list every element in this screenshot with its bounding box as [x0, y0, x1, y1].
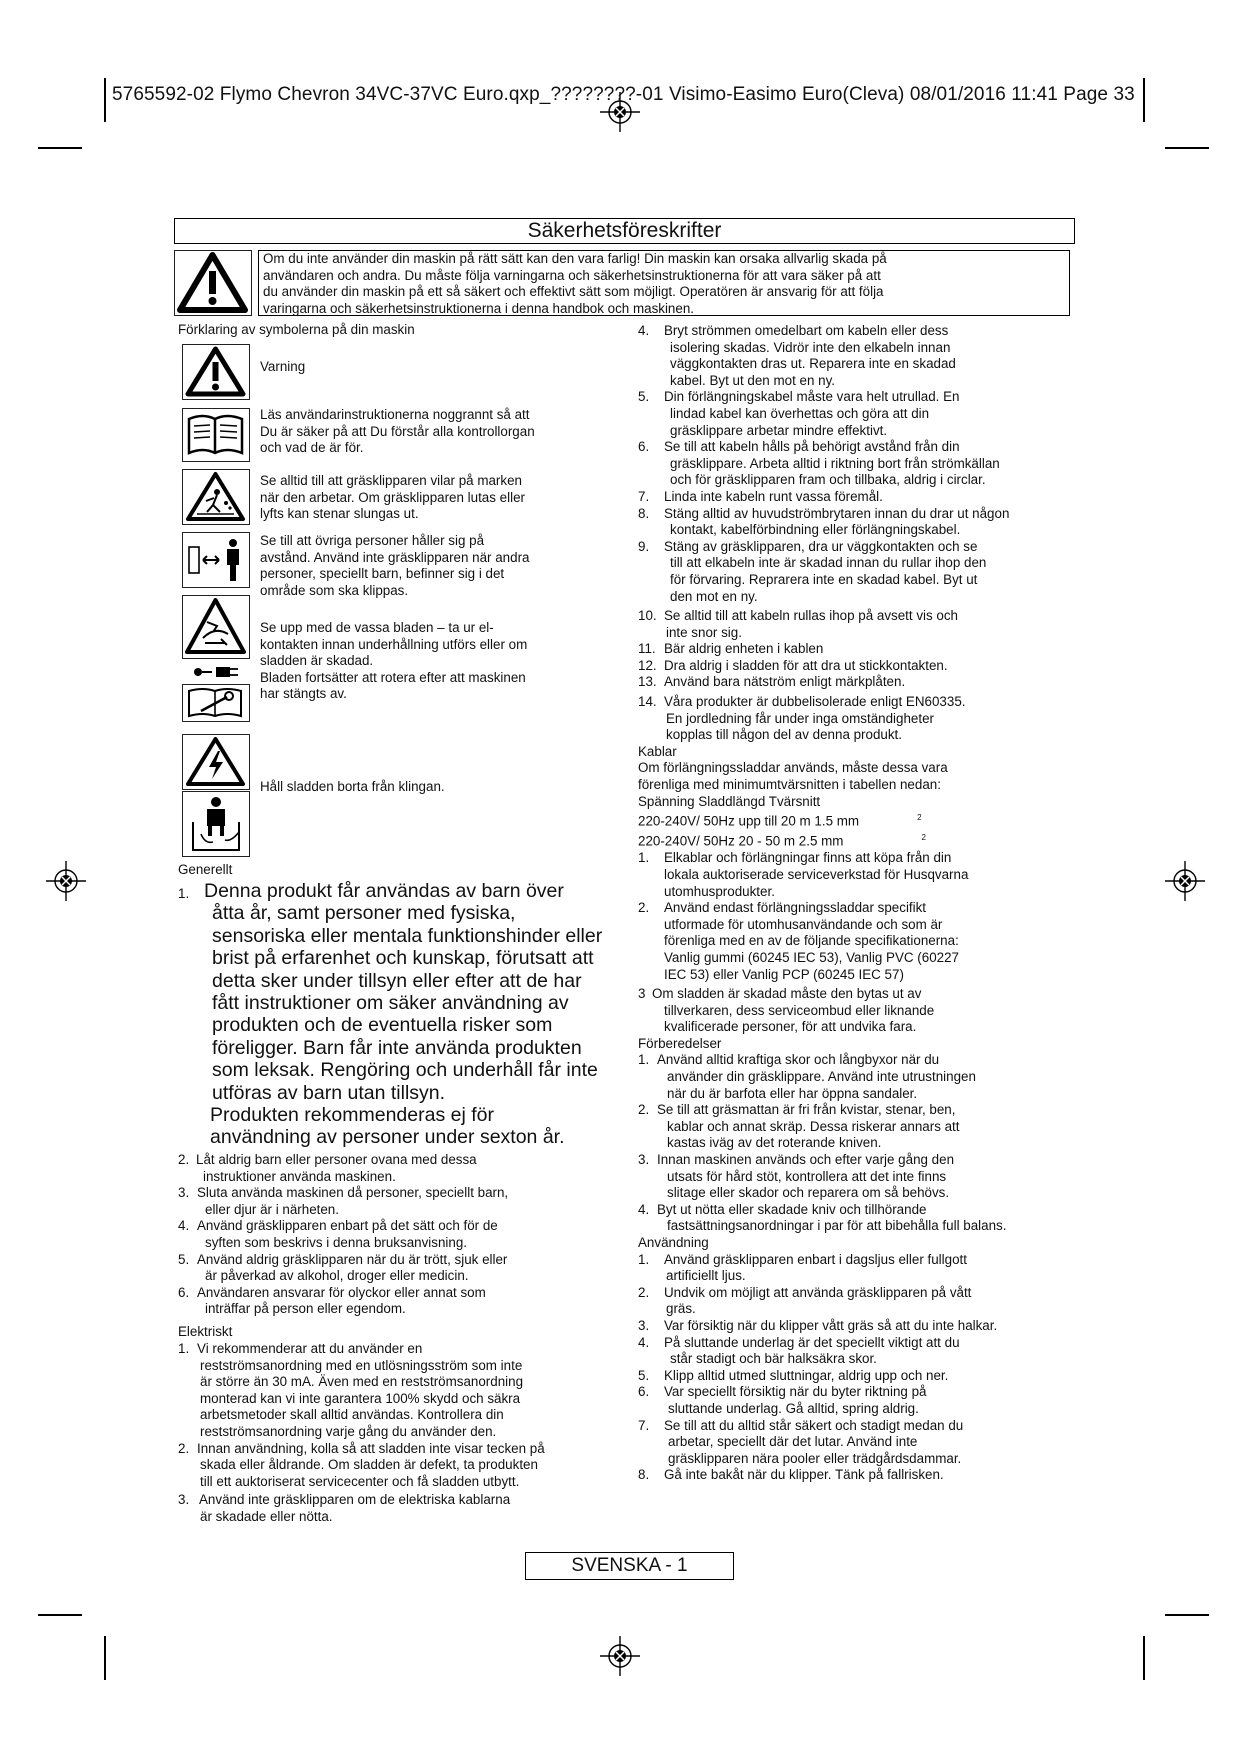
sharp-blades-icon [183, 596, 248, 657]
list-item: 3. Innan maskinen används och efter varje gång den utsats för hård stöt, kontrollera att det inte finns slitage eller skador och reparera om så behövs. [638, 1152, 955, 1201]
warning-icon-box [174, 250, 252, 316]
symbol-text: Se upp med de vassa bladen – ta ur el- kontakten innan underhållning utförs eller om sladden är skadad. Bladen fortsätter att rotera efter att maskinen har stängts av. [260, 620, 528, 702]
cable-table-row: 220-240V/ 50Hz 20 - 50 m 2.5 mm $^2$ [638, 833, 926, 849]
symbol-icon-box [182, 791, 250, 857]
section-heading-usage: Användning [638, 1235, 709, 1250]
intro-warning [258, 250, 1070, 316]
list-item: 3 Om sladden är skadad måste den bytas ut av tillverkaren, dess serviceombud eller liknande kvalificerade personer, för att undvika fara. [638, 986, 935, 1035]
crop-mark [38, 1614, 82, 1616]
list-item: 3. Använd inte gräsklipparen om de elektriska kablarna är skadade eller nötta. [178, 1492, 511, 1524]
list-item: 6. Se till att kabeln hålls på behörigt avstånd från din gräsklippare. Arbeta alltid i riktning bort från strömkällan och för gräsklipparen fram och tillbaka, aldrig i circlar. [638, 439, 1000, 488]
list-item: 2. Undvik om möjligt att använda gräsklipparen på vått gräs. [638, 1284, 972, 1317]
manual-book-icon [183, 409, 248, 460]
symbol-text: Läs användarinstruktionerna noggrannt så att Du är säker på att Du förstår alla kontrollorgan och vad de är för. [260, 407, 535, 456]
list-item: 7. Linda inte kabeln runt vassa föremål. [638, 488, 883, 504]
section-heading-preparations: Förberedelser [638, 1035, 722, 1051]
list-item: 2. Innan användning, kolla så att sladden inte visar tecken på skada eller åldrande. Om sladden är defekt, ta produkten till ett auktoriserat servicecenter och få sladden utbytt. [178, 1440, 545, 1489]
symbol-icon-box [182, 469, 250, 525]
section-heading-cables: Kablar [638, 743, 677, 759]
general-list [178, 1152, 618, 1318]
section-heading-electrical: Elektriskt [178, 1324, 233, 1339]
list-item: 11. Bär aldrig enheten i kablen [638, 641, 824, 657]
list-item: 2. Låt aldrig barn eller personer ovana med dessa instruktioner använda maskinen. [178, 1152, 477, 1184]
list-item: 4. Byt ut nötta eller skadade kniv och tillhörande fastsättningsanordningar i par för att bibehålla full balans. [638, 1201, 1007, 1234]
cables-intro: Om förlängningssladdar används, måste dessa vara [638, 760, 948, 776]
list-item: 1. Använd alltid kraftiga skor och långbyxor när du använder din gräsklippare. Använd inte utrustningen när du är barfota eller har öppna sandaler. [638, 1052, 976, 1101]
cables-intro: förenliga med minimumtvärsnitten i tabellen nedan: [638, 777, 941, 793]
symbol-icon-box [182, 408, 250, 462]
symbol-icon-box [182, 344, 250, 400]
symbol-text: Se till att övriga personer håller sig på avstånd. Använd inte gräsklipparen när andra personer, speciellt barn, befinner sig i det område som ska klippas. [260, 533, 530, 598]
list-item: 8. Stäng alltid av huvudströmbrytaren innan du drar ut någon kontakt, kabelförbindning eller förlängningskabel. [638, 505, 1010, 538]
section-heading-general: Generellt [178, 862, 233, 877]
list-item: 4. Använd gräsklipparen enbart på det sätt och för de syften som beskrivs i denna bruksanvisning. [178, 1218, 498, 1250]
cable-table-row: 220-240V/ 50Hz upp till 20 m 1.5 mm $^2$ [638, 813, 922, 829]
list-item: 1. Vi rekommenderar att du använder en restströmsanordning med en utlösningsström som inte är större än 30 mA. Även med en restströmsanordning monterad kan vi inte garantera 100% skydd och säkra arbetsmetoder skall alltid användas. Kontrollera din restströmsanordning varje gång du använder den. [178, 1341, 524, 1439]
symbol-text: Varning [260, 359, 306, 374]
list-item: 10. Se alltid till att kabeln rullas ihop på avsett vis och inte snor sig. [638, 608, 959, 640]
unplug-icon-row [190, 664, 246, 680]
list-item: 5. Använd aldrig gräsklipparen när du är trött, sjuk eller är påverkad av alkohol, droger eller medicin. [178, 1251, 508, 1284]
crop-mark [38, 147, 82, 149]
list-item: 6. Användaren ansvarar för olyckor eller annat som inträffar på person eller egendom. [178, 1284, 486, 1317]
symbol-icon-box [182, 595, 250, 659]
list-item: 7. Se till att du alltid står säkert och stadigt medan du arbetar, speciellt där det lutar. Använd inte gräsklipparen nära pooler eller trädgårdsdammar. [638, 1417, 964, 1466]
page-title: Säkerhetsföreskrifter [174, 218, 1075, 244]
intro-line: du använder din maskin på ett så säkert och effektivt sätt som möjligt. Operatören är ansvarig för att följa [263, 284, 884, 299]
manual-tool-icon [183, 685, 248, 720]
cable-away-icon [183, 792, 248, 855]
intro-line: Om du inte använder din maskin på rätt sätt kan den vara farlig! Din maskin kan orsaka allvarlig skada på [263, 251, 887, 266]
list-item: 8. Gå inte bakåt när du klipper. Tänk på fallrisken. [638, 1467, 944, 1483]
list-item: 2. Se till att gräsmattan är fri från kvistar, stenar, ben, kablar och annat skräp. Dessa riskerar annars att kastas iväg av det roterande kniven. [638, 1102, 960, 1151]
file-header: 5765592-02 Flymo Chevron 34VC-37VC Euro.qxp_????????-01 Visimo-Easimo Euro(Cleva) 08/01/2016 11:41 Page 33 [112, 84, 1135, 105]
registration-mark-icon [46, 861, 86, 901]
intro-line: varingarna och säkerhetsinstruktionerna i denna handbok och maskinen. [263, 300, 694, 316]
thrown-objects-icon [183, 470, 248, 523]
list-item: 6. Var speciellt försiktig när du byter riktning på sluttande underlag. Gå alltid, spring aldrig. [638, 1384, 927, 1416]
crop-mark [104, 78, 106, 122]
list-item: 5. Klipp alltid utmed sluttningar, aldrig upp och ner. [638, 1367, 949, 1383]
symbol-text: Håll sladden borta från klingan. [260, 779, 445, 794]
list-item: 3. Var försiktig när du klipper vått gräs så att du inte halkar. [638, 1317, 998, 1333]
cable-table-header: Spänning Sladdlängd Tvärsnitt [638, 793, 821, 809]
list-item: 5. Din förlängningskabel måste vara helt utrullad. En lindad kabel kan överhettas och göra att din gräsklippare arbetar mindre effektivt. [638, 389, 960, 438]
registration-mark-icon [1165, 861, 1205, 901]
symbol-icon-box [182, 532, 250, 588]
electrical-list [178, 1341, 618, 1526]
symbols-heading: Förklaring av symbolerna på din maskin [178, 322, 415, 337]
intro-line: användaren och andra. Du måste följa varningarna och säkerhetsinstruktionerna för att vara säker på att [263, 267, 881, 283]
warning-icon [183, 345, 248, 398]
list-item: 4. På sluttande underlag är det speciellt viktigt att du står stadigt och bär halksäkra skor. [638, 1334, 960, 1367]
keep-distance-icon [183, 533, 248, 586]
crop-mark [104, 1636, 106, 1680]
registration-mark-icon [600, 1636, 640, 1676]
crop-mark [1143, 1636, 1145, 1680]
list-item: 14. Våra produkter är dubbelisolerade enligt EN60335. En jordledning får under inga omständigheter kopplas till någon del av denna produkt. [638, 694, 966, 743]
list-item: 3. Sluta använda maskinen då personer, speciellt barn, eller djur är i närheten. [178, 1185, 509, 1217]
plug-icon [190, 664, 246, 680]
symbol-icon-box [182, 734, 250, 790]
list-item: 9. Stäng av gräsklipparen, dra ur väggkontakten och se till att elkabeln inte är skadad innan du rullar ihop den för förvaring. Reprarera inte en skadad kabel. Byt ut den mot en ny. [638, 538, 987, 604]
list-item: 13. Använd bara nätström enligt märkplåten. [638, 674, 906, 690]
list-item: 1. Elkablar och förlängningar finns att köpa från din lokala auktoriserade serviceverkstad för Husqvarna utomhusprodukter. [638, 850, 969, 899]
warning-icon [175, 251, 250, 314]
electrical-list-continued [638, 323, 1098, 1484]
crop-mark [1165, 1614, 1209, 1616]
crop-mark [1143, 78, 1145, 122]
page-footer-label: SVENSKA - 1 [525, 1552, 734, 1580]
general-item-1: 1. Denna produkt får användas av barn över åtta år, samt personer med fysiska, sensoriska eller mentala funktionshinder eller brist på erfarenhet och kunskap, förutsatt att detta sker under tillsyn eller efter att de har fått instruktioner om säker användning av produkten och de eventuella risker som föreligger. Barn får inte använda produkten som leksak. Rengöring och underhåll får inte utföras av barn utan tillsyn. Produkten rekommenderas ej för användning av personer under sexton år. [178, 880, 603, 1149]
list-item: 1. Använd gräsklipparen enbart i dagsljus eller fullgott artificiellt ljus. [638, 1251, 967, 1284]
electric-shock-icon [183, 735, 248, 788]
list-item: 4. Bryt strömmen omedelbart om kabeln eller dess isolering skadas. Vidrör inte den elkabeln innan väggkontakten dras ut. Reparera inte en skadad kabel. Byt ut den mot en ny. [638, 323, 956, 388]
list-item: 12. Dra aldrig i sladden för att dra ut stickkontakten. [638, 657, 948, 673]
list-item: 2. Använd endast förlängningssladdar specifikt utformade för utomhusanvändande och som är förenliga med en av de följande specifikationerna: Vanlig gummi (60245 IEC 53), Vanlig PVC (60227 IEC 53) eller Vanlig PCP (60245 IEC 57) [638, 900, 959, 982]
symbol-icon-box [182, 684, 250, 722]
crop-mark [1165, 147, 1209, 149]
symbol-text: Se alltid till att gräsklipparen vilar på marken när den arbetar. Om gräsklipparen lutas eller lyfts kan stenar slungas ut. [260, 473, 525, 522]
